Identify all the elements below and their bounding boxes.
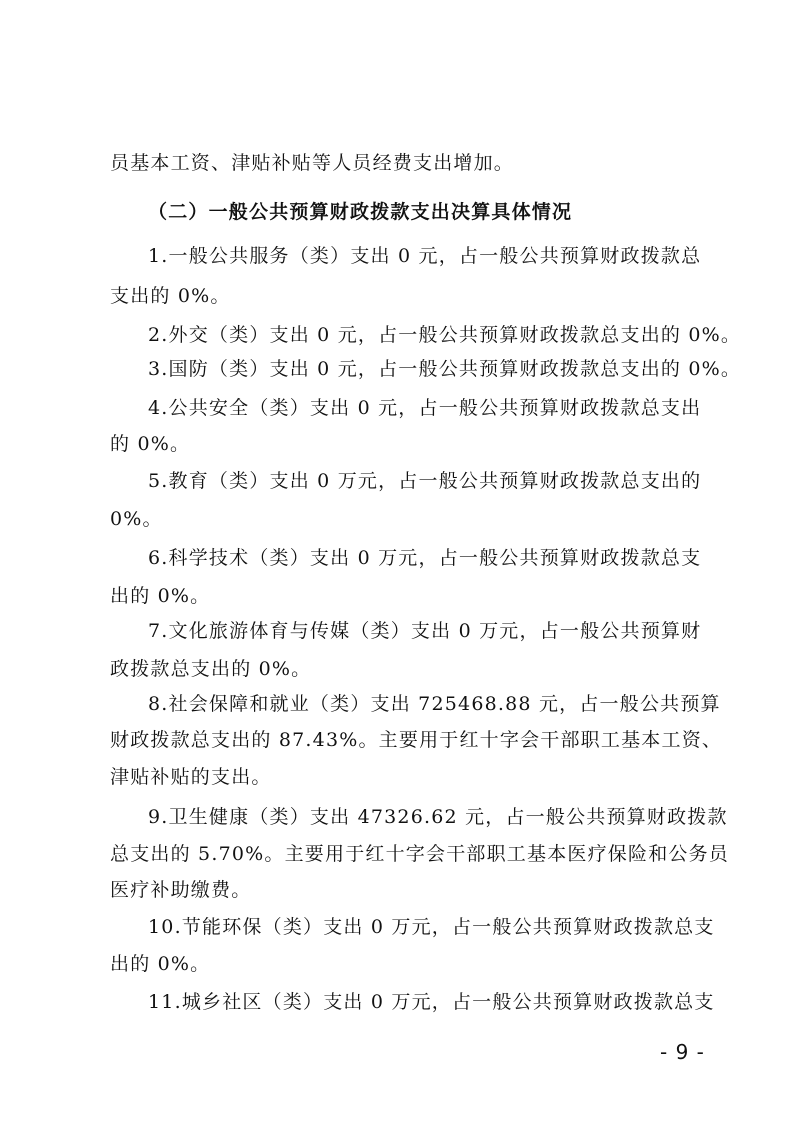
item-7-line-2: 政拨款总支出的 0%。 bbox=[110, 658, 312, 680]
item-1-line-2: 支出的 0%。 bbox=[110, 285, 231, 307]
section-heading: （二）一般公共预算财政拨款支出决算具体情况 bbox=[148, 201, 573, 223]
item-9-line-1: 9.卫生健康（类）支出 47326.62 元，占一般公共预算财政拨款 bbox=[148, 806, 728, 828]
item-6-line-2: 出的 0%。 bbox=[110, 585, 211, 607]
item-4-line-1: 4.公共安全（类）支出 0 元，占一般公共预算财政拨款总支出 bbox=[148, 397, 702, 419]
item-10-line-2: 出的 0%。 bbox=[110, 953, 211, 975]
item-1-line-1: 1.一般公共服务（类）支出 0 元，占一般公共预算财政拨款总 bbox=[148, 245, 702, 267]
item-11-line-1: 11.城乡社区（类）支出 0 万元，占一般公共预算财政拨款总支 bbox=[148, 991, 715, 1013]
intro-line: 员基本工资、津贴补贴等人员经费支出增加。 bbox=[110, 152, 515, 174]
item-9-line-3: 医疗补助缴费。 bbox=[110, 879, 252, 901]
item-3-line-1: 3.国防（类）支出 0 元，占一般公共预算财政拨款总支出的 0%。 bbox=[148, 358, 742, 380]
page-number: - 9 - bbox=[660, 1040, 705, 1064]
item-5-line-2: 0%。 bbox=[110, 508, 163, 530]
item-5-line-1: 5.教育（类）支出 0 万元，占一般公共预算财政拨款总支出的 bbox=[148, 470, 702, 492]
item-9-line-2: 总支出的 5.70%。主要用于红十字会干部职工基本医疗保险和公务员 bbox=[110, 843, 729, 865]
item-8-line-2: 财政拨款总支出的 87.43%。主要用于红十字会干部职工基本工资、 bbox=[110, 729, 723, 751]
item-2-line-1: 2.外交（类）支出 0 元，占一般公共预算财政拨款总支出的 0%。 bbox=[148, 324, 742, 346]
item-6-line-1: 6.科学技术（类）支出 0 万元，占一般公共预算财政拨款总支 bbox=[148, 547, 702, 569]
item-8-line-1: 8.社会保障和就业（类）支出 725468.88 元，占一般公共预算 bbox=[148, 693, 721, 715]
item-10-line-1: 10.节能环保（类）支出 0 万元，占一般公共预算财政拨款总支 bbox=[148, 916, 715, 938]
item-7-line-1: 7.文化旅游体育与传媒（类）支出 0 万元，占一般公共预算财 bbox=[148, 620, 702, 642]
item-8-line-3: 津贴补贴的支出。 bbox=[110, 766, 272, 788]
item-4-line-2: 的 0%。 bbox=[110, 433, 191, 455]
